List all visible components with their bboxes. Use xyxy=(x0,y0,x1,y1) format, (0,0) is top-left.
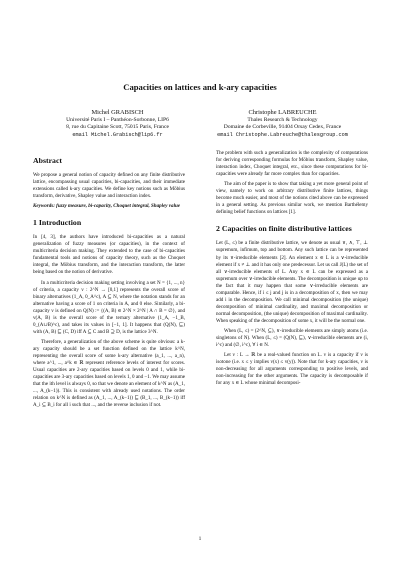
author-affiliation: Université Paris I – Panthéon-Sorbonne, LIP6 xyxy=(66,117,169,124)
page-number: 1 xyxy=(198,536,202,542)
author-name: Michel GRABISCH xyxy=(91,109,144,116)
author-address: 8, rue du Capitaine Scott, 75015 Paris, France xyxy=(66,124,169,131)
abstract-heading: Abstract xyxy=(33,156,63,165)
left-column xyxy=(33,150,185,412)
author-email[interactable]: email Michel.Grabisch@lip6.fr xyxy=(72,131,163,138)
paragraph: Therefore, a generalization of the above scheme is quite obvious: a k-ary capacity should be a set function defined on the lattice k^N, representing the overall score of some k-ary alternative (a_1, ..., a_n), where a^1, ..., a^k ∈ ℝ represent reference levels of interest for scores. Usual capacities are 2-ary capacities based on levels 0 and 1, while bi-capacities are 3-ary capacities based on levels 1, 0 and −1. We may assume that the ith level is always 0, so that we denote an element of k^N as (A_1, ..., A_(k−1)). This is consistent with already used notations. The order relation on k^N is defined as (A_1, ..., A_(k−1)) ⊑ (B_1, ..., B_(k−1)) iff A_i ⊆ B_i for all i such that ..., and the reverse inclusion if not. xyxy=(33,338,185,409)
keywords-label: Keywords: xyxy=(33,203,55,210)
author-address: Domaine de Corbeville, 91404 Orsay Cedex, France xyxy=(223,124,342,131)
paper-title: Capacities on lattices and k-ary capacities xyxy=(123,82,277,92)
abstract-text: We propose a general notion of capacity defined on any finite distributive lattice, encompassing usual capacities, bi-capacities, and their immediate extensions called k-ary capacities. We define key notions such as Möbius transform, derivative, Shapley value and interaction index. xyxy=(33,172,185,200)
author-2 xyxy=(205,109,360,139)
section-1-heading: 1 Introduction xyxy=(33,218,82,228)
author-name: Christophe LABREUCHE xyxy=(248,109,317,116)
author-affiliation: Thales Research & Technology xyxy=(247,117,318,124)
paragraph: Let v : L → ℝ be a real-valued function on L. v is a capacity if v is isotone (i.e. x ≤ y implies v(x) ≤ v(y)). Note that for k-ary capacities, v is non-decreasing for all arguments corresponding to positive levels, and non-increasing for the other arguments. The capacity is decomposable if for any x ∈ L whose minimal decomposi- xyxy=(216,352,368,387)
keywords-text: fuzzy measure, bi-capacity, Choquet integral, Shapley value xyxy=(56,203,181,210)
paragraph: When (L, ≤) = (2^N, ⊆), ∨-irreducible elements are simply atoms (i.e. singletons of N). When (L, ≤) = (Q(N), ⊑), ∨-irreducible elements are (i, i^c) and (∅, i^c), ∀ i ∈ N. xyxy=(216,327,368,349)
keywords xyxy=(33,203,185,210)
author-email[interactable]: email Christophe.Labreuche@thalesgroup.com xyxy=(217,131,348,138)
author-block xyxy=(40,109,360,139)
section-2-heading: 2 Capacities on finite distributive lattices xyxy=(216,224,352,234)
paragraph: In a multicriteria decision making setting involving a set N = {1, ..., n} of criteria, a capacity v : 2^N → [0,1] represents the overall score of binary alternatives (1_A, 0_A^c), A ⊆ N, where the notation stands for an alternative having a score of 1 on criteria in A, and 0 else. Similarly, a bi-capacity v is defined on Q(N) := {(A, B) ∈ 2^N × 2^N | A ∩ B = ∅}, and v(A, B) is the overall score of the ternary alternative (1_A, −1_B, 0_(A∪B)^c), and takes its values in [−1, 1]. It happens that (Q(N), ⊑) with (A, B) ⊑ (C, D) iff A ⊆ C and B ⊇ D, is the lattice 3^N. xyxy=(33,279,185,335)
author-1 xyxy=(40,109,195,139)
paragraph: The aim of the paper is to show that taking a yet more general point of view, namely to work on arbitrary distributive finite lattices, things become much easier, and most of the notions cited above can be expressed in a general setting. As previous similar work, we mention Barthélemy defining belief functions on lattices [1]. xyxy=(216,181,368,216)
paragraph: Let (L, ≤) be a finite distributive lattice, we denote as usual ∨, ∧, ⊤, ⊥ supremum, infimum, top and bottom. Any such lattice can be represented by its ∨-irreducible elements [2]. An element x ∈ L is a ∨-irreducible element if x ≠ ⊥ and it has only one predecessor. Let us call J(L) the set of all ∨-irreducible elements of L. Any x ∈ L can be expressed as a supremum over ∨-irreducible elements. The decomposition is unique up to the fact that it may happen that some ∨-irreducible elements are comparable. Hence, if i ≤ j and j is in a decomposition of x, then we may add i in the decomposition. We call minimal decomposition (the unique) decomposition of minimal cardinality, and maximal decomposition or normal decomposition, (the unique) decomposition of maximal cardinality. When speaking of the decomposition of some x, it will be the normal one. xyxy=(216,240,368,324)
right-column xyxy=(216,150,368,390)
paragraph: In [4, 3], the authors have introduced bi-capacities as a natural generalization of fuzzy measures (or capacities), in the context of multicriteria decision making. They extended to the case of bi-capacities fundamental tools and notions of capacity theory, such as the Choquet integral, the Möbius transform, and the interaction transform, the latter being based on the notion of derivative. xyxy=(33,234,185,276)
paragraph: The problem with such a generalization is the complexity of computations for deriving corresponding formulas for Möbius transform, Shapley value, interaction index, Choquet integral, etc., since these computations for bi-capacities were already far more complex than for capacities. xyxy=(216,150,368,178)
